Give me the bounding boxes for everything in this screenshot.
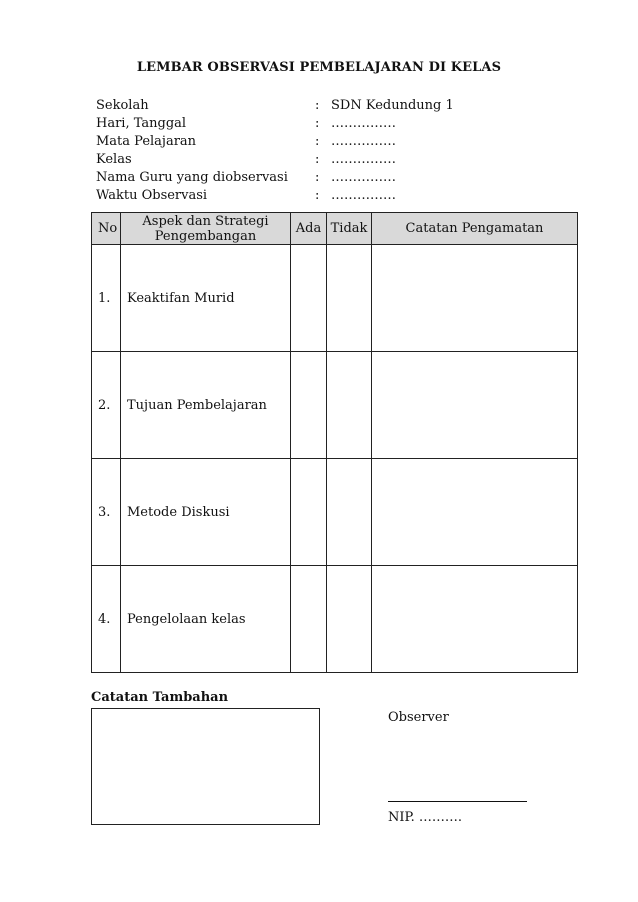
tidak-cell[interactable] xyxy=(327,352,372,459)
info-colon: : xyxy=(315,152,320,167)
header-aspect: Aspek dan Strategi Pengembangan xyxy=(121,213,291,245)
row-number: 1. xyxy=(92,245,121,352)
info-label: Sekolah xyxy=(96,98,149,113)
info-label: Mata Pelajaran xyxy=(96,134,197,149)
table-row xyxy=(92,459,578,566)
header-notes: Catatan Pengamatan xyxy=(372,213,578,245)
info-row-mata-pelajaran xyxy=(96,133,454,151)
notes-cell[interactable] xyxy=(372,566,578,673)
info-label: Hari, Tanggal xyxy=(96,116,187,131)
notes-cell[interactable] xyxy=(372,245,578,352)
info-block xyxy=(96,97,454,205)
row-aspect: Tujuan Pembelajaran xyxy=(121,352,291,459)
nip-label: NIP. ………. xyxy=(388,810,463,825)
info-value: …………… xyxy=(331,134,396,149)
row-aspect: Metode Diskusi xyxy=(121,459,291,566)
info-value: …………… xyxy=(331,170,396,185)
info-row-sekolah xyxy=(96,97,454,115)
info-value: SDN Kedundung 1 xyxy=(331,98,454,113)
row-aspect: Pengelolaan kelas xyxy=(121,566,291,673)
info-label: Kelas xyxy=(96,152,132,167)
info-row-nama-guru xyxy=(96,169,454,187)
info-label: Nama Guru yang diobservasi xyxy=(96,170,288,185)
row-number: 4. xyxy=(92,566,121,673)
ada-cell[interactable] xyxy=(291,245,327,352)
table-header-row xyxy=(92,213,578,245)
info-row-waktu-observasi xyxy=(96,187,454,205)
info-colon: : xyxy=(315,134,320,149)
header-no: No xyxy=(92,213,121,245)
extra-notes-box[interactable] xyxy=(91,708,320,825)
info-value: …………… xyxy=(331,188,396,203)
table-row xyxy=(92,245,578,352)
tidak-cell[interactable] xyxy=(327,459,372,566)
row-number: 2. xyxy=(92,352,121,459)
info-colon: : xyxy=(315,98,320,113)
observer-label: Observer xyxy=(388,710,449,725)
page-title: LEMBAR OBSERVASI PEMBELAJARAN DI KELAS xyxy=(136,60,502,75)
info-colon: : xyxy=(315,116,320,131)
info-label: Waktu Observasi xyxy=(96,188,208,203)
header-tidak: Tidak xyxy=(327,213,372,245)
signature-line xyxy=(388,801,527,802)
ada-cell[interactable] xyxy=(291,566,327,673)
notes-cell[interactable] xyxy=(372,352,578,459)
table-row xyxy=(92,566,578,673)
info-row-kelas xyxy=(96,151,454,169)
header-ada: Ada xyxy=(291,213,327,245)
row-aspect: Keaktifan Murid xyxy=(121,245,291,352)
row-number: 3. xyxy=(92,459,121,566)
info-row-hari-tanggal xyxy=(96,115,454,133)
info-value: …………… xyxy=(331,116,396,131)
ada-cell[interactable] xyxy=(291,352,327,459)
notes-cell[interactable] xyxy=(372,459,578,566)
tidak-cell[interactable] xyxy=(327,245,372,352)
table-row xyxy=(92,352,578,459)
tidak-cell[interactable] xyxy=(327,566,372,673)
info-colon: : xyxy=(315,170,320,185)
extra-notes-title: Catatan Tambahan xyxy=(91,690,229,705)
info-value: …………… xyxy=(331,152,396,167)
ada-cell[interactable] xyxy=(291,459,327,566)
observation-table xyxy=(91,212,578,673)
info-colon: : xyxy=(315,188,320,203)
